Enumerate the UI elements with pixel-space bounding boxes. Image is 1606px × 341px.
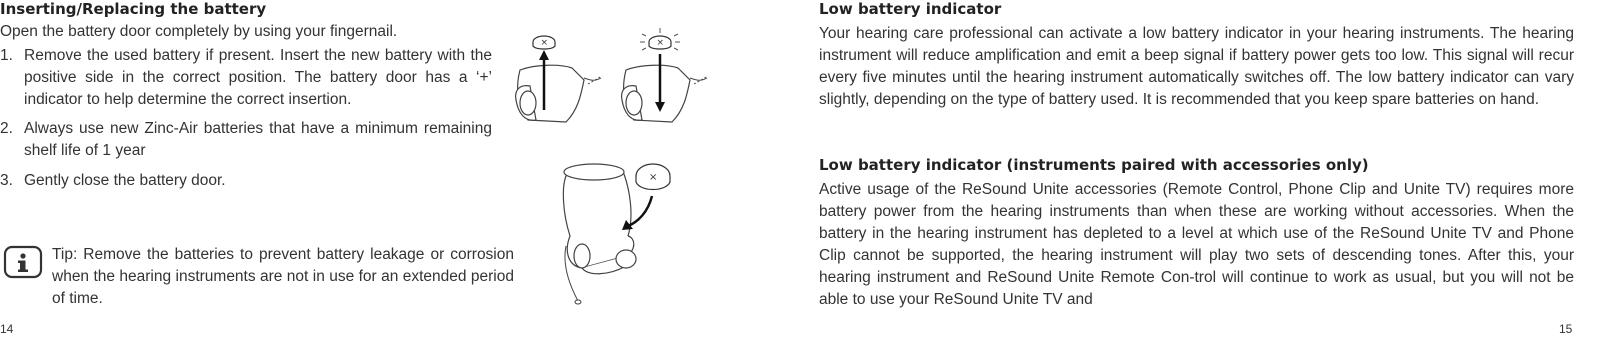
step-number: 3. [0,172,13,189]
step-text: Remove the used battery if present. Insert the new battery with the positive side in the correct position. The battery door has a ‘+’ indicator to help determine the correct insertion. [24,47,492,108]
battery-sign: × [656,38,665,48]
step-text: Gently close the battery door. [24,172,226,189]
section-heading: Inserting/Replacing the battery [0,0,267,18]
body-paragraph: Your hearing care professional can activate a low battery indicator in your hearing instruments. The hearing instrument will reduce amplification and emit a beep signal if battery power gets too low. This signal will recur every five minutes until the hearing instrument automatically switches off. The low battery indicator can vary slightly, depending on the type of battery used. It is recommended that you keep spare batteries on hand. [819,25,1574,108]
page-number: 14 [0,322,14,336]
info-icon [4,246,44,280]
battery-remove-illustration [506,30,606,130]
tip-text: Tip: Remove the batteries to prevent battery leakage or corrosion when the hearing instruments are not in use for an extended period of time. [52,246,514,307]
battery-door-close-illustration [548,156,688,306]
battery-insert-illustration [612,30,722,130]
step-number: 2. [0,120,13,137]
step-number: 1. [0,47,13,64]
section-heading: Low battery indicator (instruments paired with accessories only) [819,156,1369,174]
battery-sign: × [649,172,658,183]
battery-sign: × [540,38,549,48]
left-page [0,0,800,341]
right-page [806,0,1606,341]
section-heading: Low battery indicator [819,0,1002,18]
intro-text: Open the battery door completely by using your fingernail. [0,23,398,40]
body-paragraph: Active usage of the ReSound Unite accessories (Remote Control, Phone Clip and Unite TV) requires more battery power from the hearing instruments than when these are working without accessories. When the battery in the hearing instrument has depleted to a level at which use of the ReSound Unite TV and Phone Clip cannot be supported, the hearing instrument will play two sets of descending tones. After this, your hearing instrument and ReSound Unite Remote Con-trol will continue to work as usual, but you will not be able to use your ReSound Unite TV and [819,181,1574,308]
page-number: 15 [1559,322,1573,336]
step-text: Always use new Zinc-Air batteries that have a minimum remaining shelf life of 1 year [24,120,492,159]
